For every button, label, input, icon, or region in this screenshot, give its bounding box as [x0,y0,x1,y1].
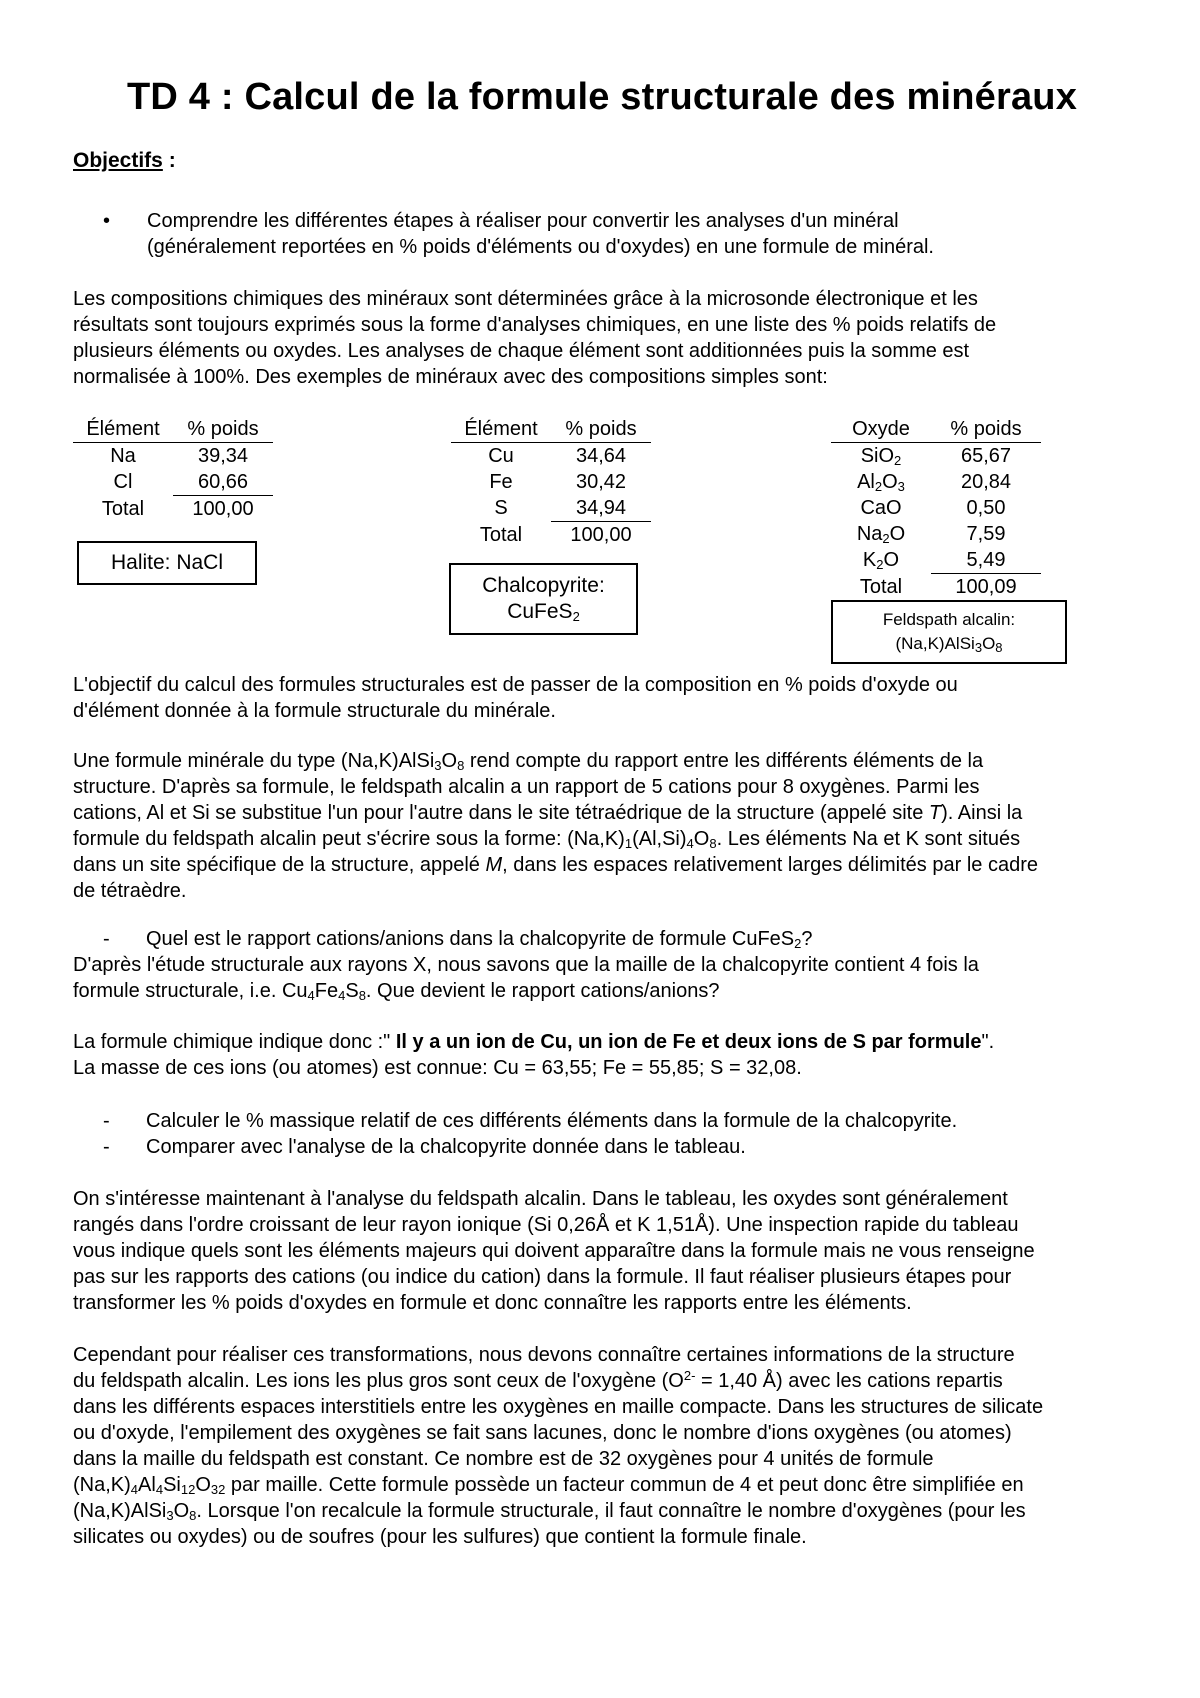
text-run: formule du feldspath alcalin peut s'écrire sous la forme: (Na,K) [73,828,625,850]
text-run: (Al,Si) [632,828,687,850]
intro-line: résultats sont toujours exprimés sous la forme d'analyses chimiques, en une liste des % poids relatifs de [73,314,997,336]
table-cell: Cu [488,445,514,467]
paragraph-line: transformer les % poids d'oxydes en formule et donc connaître les rapports entre les éléments. [73,1292,912,1314]
paragraph-line: d'élément donnée à la formule structurale du minérale. [73,700,556,722]
text-run: par maille. Cette formule possède un facteur commun de 4 et peut donc être simplifiée en [225,1474,1024,1496]
italic-symbol: T [928,802,942,824]
text-run: ". [981,1031,995,1053]
subscript: 2 [874,479,883,494]
text-run: (Na,K) [73,1474,131,1496]
text-run: S [345,980,359,1002]
subscript: 2 [572,609,580,624]
text-run: O [195,1474,211,1496]
feldspar-paragraph [73,1186,1131,1316]
subscript: 2 [876,557,884,573]
paragraph-line: dans la maille du feldspath est constant. Ce nombre est de 32 oxygènes pour 4 unités de formule [73,1448,934,1470]
paragraph-line: formule du feldspath alcalin peut s'écrire sous la forme: $(Na,K)_1(Al,Si)_4O_8$. Les éléments Na et K sont situés [73,828,1021,851]
table-cell: $K_2O$ [862,549,900,573]
paragraph-line: vous indique quels sont les éléments majeurs qui doivent apparaître dans la formule mais ne vous renseigne [73,1240,1035,1262]
page-title: TD 4 : Calcul de la formule structurale des minéraux [126,76,1078,118]
table-cell: 34,94 [551,495,651,522]
table-cell: 34,64 [575,445,627,467]
objective-line: (généralement reportées en % poids d'éléments ou d'oxydes) en une formule de minéral. [147,236,934,258]
objectives-heading [73,149,176,173]
feldspar-formula: $(Na,K)AlSi_3O_8$ [895,634,1003,655]
dash-bullet: - [103,928,110,950]
paragraph-line [73,1029,1131,1055]
subscript: 4 [307,988,315,1003]
text-run: O [173,1500,190,1522]
subscript: 8 [995,640,1003,655]
paragraph-line: silicates ou oxydes) ou de soufres (pour les sulfures) que contient la formule finale. [73,1526,807,1548]
table-cell: 5,49 [931,547,1041,574]
table-cell: 65,67 [960,445,1012,467]
text-run: dans un site spécifique de la structure, appelé [73,854,486,876]
oxide-name: Na [856,523,883,545]
text-run: cations, Al et Si se substitue l'un pour l'autre dans le site tétraédrique de la structure (appelé site [73,802,929,824]
formula-paragraph [73,748,1131,904]
halite-box: Halite: NaCl [77,541,257,585]
objective-line: Comprendre les différentes étapes à réaliser pour convertir les analyses d'un minéral [147,210,899,232]
subscript: 8 [358,988,366,1003]
paragraph-line: structure. D'après sa formule, le feldspath alcalin a un rapport de 5 cations pour 8 oxygènes. Parmi les [73,776,980,798]
text-run: , dans les espaces relativement larges délimités par le cadre [502,854,1038,876]
formula-info-paragraph [73,1029,1131,1081]
text-run: = 1,40 Å) avec les cations repartis [695,1370,1003,1392]
paragraph-line: pas sur les rapports des cations (ou indice du cation) dans la formule. Il faut réaliser plusieurs étapes pour [73,1266,1012,1288]
subscript: 3 [897,479,905,494]
bold-text: Il y a un ion de Cu, un ion de Fe et deux ions de S par formule [390,1031,982,1053]
subscript: 3 [434,758,442,773]
intro-line: plusieurs éléments ou oxydes. Les analyses de chaque élément sont additionnées puis la somme est [73,340,970,362]
subscript: 3 [974,640,983,655]
text-run: (Na,K)AlSi [73,1500,167,1522]
paragraph-line: L'objectif du calcul des formules structurales est de passer de la composition en % poids d'oxyde ou [73,674,958,696]
chalcopyrite-box-label: Chalcopyrite: [482,574,605,597]
xray-paragraph [73,952,1131,1004]
table-header: Élément [73,416,173,443]
table-cell: Total [859,575,903,598]
table-cell: Cl [113,471,133,494]
table-cell: 100,09 [955,576,1017,598]
table-header: Élément [451,416,551,443]
table-cell: $Na_2O$ [856,523,906,546]
table-cell: 30,42 [575,471,627,493]
table-header: % poids [173,416,273,443]
text-run: . Les éléments Na et K sont situés [716,828,1021,850]
text-run: ? [801,928,813,950]
oxide-name: K [862,549,877,572]
subscript: 8 [189,1508,197,1523]
text-run: ). Ainsi la [941,802,1023,824]
table-cell: S [494,497,508,520]
text-run: Une formule minérale du type (Na,K)AlSi [73,750,435,772]
paragraph-line: On s'intéresse maintenant à l'analyse du feldspath alcalin. Dans le tableau, les oxydes sont généralement [73,1188,1008,1210]
chalcopyrite-box [449,563,638,635]
paragraph-line: Cependant pour réaliser ces transformations, nous devons connaître certaines informations de la structure [73,1344,1015,1366]
objective-text [147,208,1097,260]
table-cell: 7,59 [966,523,1006,545]
dash-bullet: - [103,1136,110,1158]
table-cell: 100,00 [192,498,254,520]
table-header: Oxyde [831,416,931,443]
paragraph-line: dans les différents espaces interstitiels entre les oxygènes en maille compacte. Dans les structures de silicate [73,1396,1044,1418]
paragraph-line: rangés dans l'ordre croissant de leur rayon ionique (Si 0,26Å et K 1,51Å). Une inspection rapide du tableau [73,1214,1019,1236]
subscript: 4 [686,836,694,851]
formula-text: (Na,K)AlSi [895,634,975,653]
subscript: 8 [709,836,717,851]
text-run: du feldspath alcalin. Les ions les plus gros sont ceux de l'oxygène (O [73,1370,684,1392]
question-text [146,926,812,952]
paragraph-line: Une formule minérale du type $(Na,K)AlSi_3O_8$ rend compte du rapport entre les différents éléments de la [73,750,984,773]
text-run: Fe [314,980,339,1002]
objective-paragraph [73,672,1131,724]
paragraph-line [73,1368,1131,1394]
paragraph-line [73,978,1131,1004]
text-run: Al [138,1474,156,1496]
structure-paragraph [73,1342,1131,1550]
intro-line: Les compositions chimiques des minéraux sont déterminées grâce à la microsonde électronique et les [73,288,978,310]
text-run: Quel est le rapport cations/anions dans la chalcopyrite de formule CuFeS [146,928,795,950]
text-run: La formule chimique indique donc :" [73,1031,391,1053]
text-run: . Que devient le rapport cations/anions? [365,980,720,1002]
subscript: 32 [210,1482,226,1497]
table-cell: 0,50 [966,497,1006,519]
superscript: 2- [683,1368,696,1383]
subscript: 4 [338,988,346,1003]
italic-symbol: M [485,854,503,876]
table-header: % poids [551,416,651,443]
paragraph-line: ou d'oxyde, l'empilement des oxygènes se fait sans lacunes, donc le nombre d'ions oxygènes (ou atomes) [73,1422,1012,1444]
text-run: . Lorsque l'on recalcule la formule structurale, il faut connaître le nombre d'oxygènes (pour les [196,1500,1026,1522]
table-cell [831,443,931,470]
objectives-colon: : [162,149,176,172]
table-cell: $Al_2O_3$ [857,471,905,494]
paragraph-line: de tétraèdre. [73,880,187,902]
table-header: % poids [931,416,1041,443]
chalcopyrite-formula [451,599,636,625]
table-cell: 39,34 [197,445,249,467]
subscript: 4 [155,1482,164,1497]
oxide-name: Al [857,471,875,493]
table-cell: 20,84 [960,471,1012,493]
chalcopyrite-table [451,416,651,548]
subscript: 12 [180,1482,196,1497]
oxide-name: SiO [860,445,895,467]
task-text: Comparer avec l'analyse de la chalcopyrite donnée dans le tableau. [146,1136,746,1158]
table-cell: Fe [489,471,513,493]
dash-bullet: - [103,1110,110,1132]
paragraph-line: D'après l'étude structurale aux rayons X, nous savons que la maille de la chalcopyrite contient 4 fois la [73,954,979,976]
feldspar-table [831,416,1041,600]
paragraph-line: La masse de ces ions (ou atomes) est connue: Cu = 63,55; Fe = 55,85; S = 32,08. [73,1057,802,1079]
feldspar-box [831,600,1067,664]
paragraph-line [73,800,1131,826]
objectives-label: Objectifs [73,149,163,172]
table-cell: 60,66 [173,469,273,496]
intro-line: normalisée à 100%. Des exemples de minéraux avec des compositions simples sont: [73,366,828,388]
subscript: 4 [130,1482,139,1497]
subscript: 2 [882,531,890,546]
formula-text: CuFeS [507,600,573,623]
subscript: 2 [794,936,802,951]
table-cell: Na [110,445,136,467]
subscript: 1 [624,836,633,851]
halite-table [73,416,273,522]
subscript: 8 [457,758,465,773]
paragraph-line [73,852,1131,878]
table-cell: Total [479,523,523,546]
table-cell: CaO [860,497,902,519]
table-cell: 100,00 [570,524,632,546]
paragraph-line [73,1498,1131,1524]
text-run: rend compte du rapport entre les différents éléments de la [464,750,984,772]
paragraph-line [73,1472,1131,1498]
table-cell: Total [101,497,145,520]
intro-paragraph [73,286,1131,390]
subscript: 3 [166,1508,174,1523]
text-run: Si [163,1474,181,1496]
bullet-icon: • [103,210,111,232]
task-text: Calculer le % massique relatif de ces différents éléments dans la formule de la chalcopyrite. [146,1110,958,1132]
text-run: formule structurale, i.e. Cu [73,980,308,1002]
feldspar-box-label: Feldspath alcalin: [882,610,1016,629]
subscript: 2 [894,453,902,468]
